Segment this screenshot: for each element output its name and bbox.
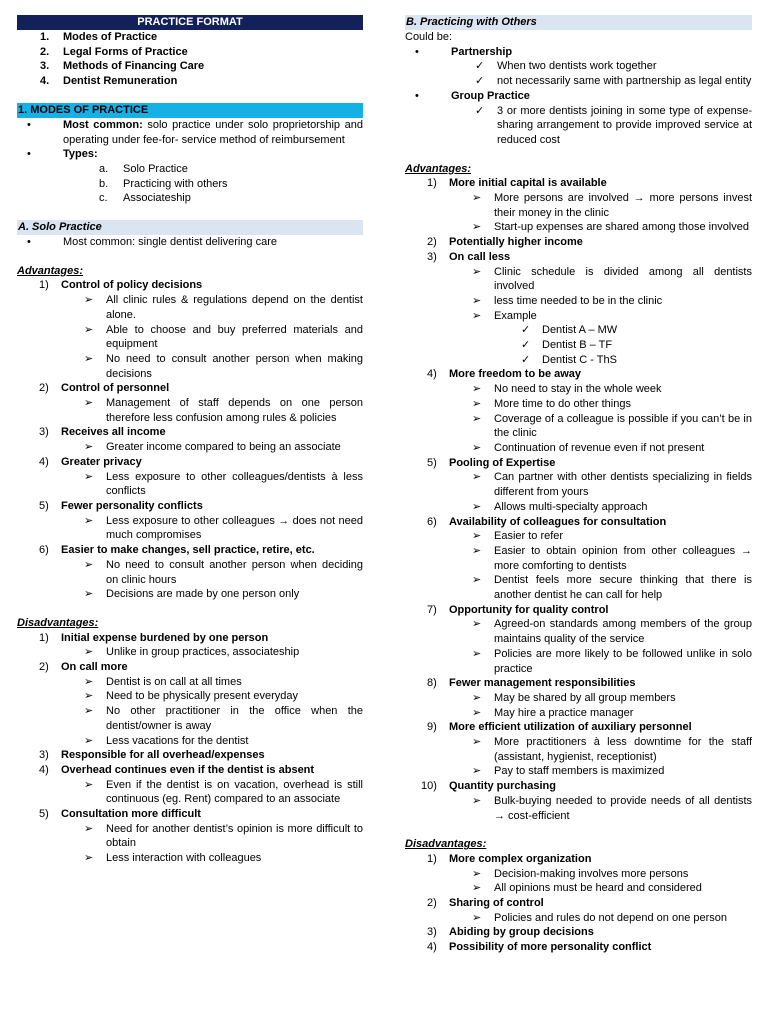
item-number: 2) [427,897,437,910]
sub-item [405,691,752,706]
arrow-bullet-icon: ➢ [472,647,482,660]
type-item [17,177,363,192]
sub-item [405,573,752,602]
arrow-bullet-icon: ➢ [84,558,94,571]
numbered-item [17,278,363,293]
arrow-bullet-icon: ➢ [84,822,94,835]
most-common-item [17,118,363,147]
bullet-icon: • [27,118,31,131]
numbered-item-text: On call more [61,661,128,674]
check-item [405,104,752,148]
partnership-item [405,45,752,60]
arrow-bullet-icon: ➢ [84,514,94,527]
arrow-bullet-icon: ➢ [472,736,482,749]
arrow-bullet-icon: ➢ [472,397,482,410]
checkmark-icon: ✓ [475,60,485,73]
bullet-icon: • [415,45,419,58]
types-list [17,162,363,206]
numbered-item [17,631,363,646]
sub-item-text: Able to choose and buy preferred materials and equipment [106,323,363,351]
sub-item [17,704,363,733]
numbered-item-text: Easier to make changes, sell practice, retire, etc. [61,544,315,557]
item-number: 3) [427,926,437,939]
numbered-item-text: Fewer personality conflicts [61,499,203,512]
example-check-item-text: Dentist B – TF [542,339,613,352]
numbered-item-text: Sharing of control [449,897,544,910]
numbered-item-text: Consultation more difficult [61,808,201,821]
toc-item-text: Methods of Financing Care [63,60,205,73]
sub-item-text: less time needed to be in the clinic [494,294,663,307]
toc-item [17,45,363,60]
sub-item-text: No need to consult another person when making decisions [106,352,363,380]
sub-item [17,396,363,425]
item-number: 4) [427,941,437,954]
sub-item [17,587,363,602]
sub-item [405,265,752,294]
sub-item [17,440,363,455]
arrow-bullet-icon: ➢ [472,500,482,513]
arrow-bullet-icon: ➢ [472,294,482,307]
arrow-bullet-icon: ➢ [472,265,482,278]
numbered-item [17,660,363,675]
numbered-item-text: Possibility of more personality conflict [449,941,652,954]
numbered-item-text: Control of personnel [61,382,170,395]
toc-number: 3. [40,60,50,73]
checkmark-icon: ✓ [521,353,531,366]
solo-advantages-list [17,278,363,601]
toc-item [17,59,363,74]
arrow-bullet-icon: ➢ [472,192,482,205]
most-common-label: Most common: [63,118,143,131]
partnership-checks [405,59,752,88]
toc-number: 2. [40,45,50,58]
sub-item-text: Pay to staff members is maximized [494,765,665,778]
item-number: 9) [427,721,437,734]
arrow-bullet-icon: ➢ [472,471,482,484]
solo-bullet-text: Most common: single dentist delivering care [63,236,277,249]
sub-item-text: All clinic rules & regulations depend on the dentist alone. [106,294,363,321]
arrow-bullet-icon: ➢ [84,646,94,659]
sub-item [405,764,752,779]
item-number: 2) [427,236,437,249]
most-common-text: solo practice under solo proprietorship and operating under fee-for- service method of reimbursement [63,118,363,146]
type-item-text: Solo Practice [123,162,188,175]
checkmark-icon: ✓ [521,339,531,352]
right-column [405,15,752,955]
sub-item [17,675,363,690]
sub-item-text: Can partner with other dentists specializing in fields different from yours [494,471,752,499]
toc-item-text: Modes of Practice [63,31,158,43]
checkmark-icon: ✓ [475,104,485,117]
sub-item [405,441,752,456]
group-practice-item [405,89,752,104]
sub-item [405,220,752,235]
item-number: 4) [39,763,49,776]
sub-item-text: No need to stay in the whole week [494,383,662,396]
sub-item [17,470,363,499]
numbered-item [405,940,752,955]
arrow-bullet-icon: ➢ [472,412,482,425]
could-be-text: Could be: [405,31,453,43]
numbered-item [405,367,752,382]
type-item-text: Associateship [123,192,191,205]
sub-item [405,706,752,721]
sub-item-text: Unlike in group practices, associateship [106,646,300,659]
sub-item-text: Easier to refer [494,530,564,543]
toc-number: 4. [40,75,50,88]
bullet-icon: • [415,89,419,102]
numbered-item [17,499,363,514]
arrow-bullet-icon: ➢ [472,544,482,557]
advantages-label: Advantages: [17,264,84,277]
sub-item [405,617,752,646]
sub-item-text: Policies are more likely to be followed unlike in solo practice [494,647,752,675]
sub-item [17,689,363,704]
arrow-bullet-icon: ➢ [472,691,482,704]
toc-item-text: Dentist Remuneration [63,75,178,88]
sub-item [405,309,752,324]
arrow-bullet-icon: ➢ [472,383,482,396]
sub-item [17,645,363,660]
numbered-item [17,807,363,822]
practicing-with-others-heading: B. Practicing with Others [405,15,752,30]
numbered-item [405,779,752,794]
arrow-bullet-icon: ➢ [84,352,94,365]
sub-item-text: Agreed-on standards among members of the group maintains quality of the service [494,618,752,646]
example-check-item-text: Dentist A – MW [542,324,618,337]
item-number: 10) [421,780,437,793]
arrow-bullet-icon: ➢ [472,221,482,234]
sub-item-text: May hire a practice manager [494,706,634,719]
sub-item-text: All opinions must be heard and considered [494,882,702,895]
numbered-item-text: Opportunity for quality control [449,603,609,616]
arrow-bullet-icon: ➢ [84,397,94,410]
sub-item [17,822,363,851]
check-item-text: 3 or more dentists joining in some type of expense-sharing arrangement to provide improved service at reduced cost [497,104,752,146]
arrow-bullet-icon: ➢ [472,911,482,924]
item-number: 1) [427,852,437,865]
type-letter: c. [99,192,108,205]
sub-item-text: Dentist feels more secure thinking that there is another dentist he can call for help [494,574,752,602]
numbered-item-text: On call less [449,250,511,263]
toc-item [17,30,363,45]
practice-format-title: PRACTICE FORMAT [17,15,363,30]
bullet-icon: • [27,236,31,249]
numbered-item-text: Control of policy decisions [61,279,203,292]
partnership-label: Partnership [451,45,513,58]
numbered-item-text: Receives all income [61,426,166,439]
sub-item [17,352,363,381]
arrow-bullet-icon: ➢ [84,294,94,307]
item-number: 1) [39,279,49,292]
type-item [17,162,363,177]
sub-item-text: Dentist is on call at all times [106,675,242,688]
numbered-item [405,176,752,191]
item-number: 5) [39,499,49,512]
numbered-item [405,720,752,735]
numbered-item-text: Quantity purchasing [449,780,556,793]
item-number: 7) [427,603,437,616]
arrow-bullet-icon: ➢ [472,706,482,719]
item-number: 1) [39,631,49,644]
numbered-item [405,250,752,265]
sub-item [405,544,752,573]
numbered-item-text: Fewer management responsibilities [449,677,636,690]
type-letter: b. [99,177,109,190]
arrow-bullet-icon: ➢ [84,852,94,865]
numbered-item-text: More efficient utilization of auxiliary personnel [449,721,692,734]
arrow-bullet-icon: ➢ [84,705,94,718]
toc-item [17,74,363,89]
toc-number: 1. [40,31,50,43]
example-check-item [405,353,752,368]
item-number: 4) [427,368,437,381]
check-item [405,59,752,74]
sub-item-text: Example [494,309,537,322]
arrow-bullet-icon: ➢ [84,323,94,336]
sub-item-text: More time to do other things [494,397,631,410]
arrow-bullet-icon: ➢ [84,690,94,703]
item-number: 3) [39,749,49,762]
arrow-bullet-icon: ➢ [472,530,482,543]
disadvantages-label: Disadvantages: [17,616,99,629]
sub-item-text: Easier to obtain opinion from other colleagues → more comforting to dentists [494,544,752,572]
sub-item [17,293,363,322]
item-number: 6) [427,515,437,528]
sub-item [405,529,752,544]
check-item [405,74,752,89]
sub-item [405,647,752,676]
numbered-item [405,235,752,250]
numbered-item [405,925,752,940]
sub-item-text: Decision-making involves more persons [494,867,689,880]
sub-item [405,867,752,882]
numbered-item-text: Overhead continues even if the dentist is absent [61,763,315,776]
modes-heading: 1. MODES OF PRACTICE [17,103,363,118]
arrow-bullet-icon: ➢ [472,441,482,454]
sub-item-text: Allows multi-specialty approach [494,500,648,513]
item-number: 3) [427,250,437,263]
sub-item-text: Need to be physically present everyday [106,690,298,703]
sub-item [405,191,752,220]
sub-item-text: More persons are involved → more persons invest their money in the clinic [494,192,752,219]
sub-item-text: Coverage of a colleague is possible if you can’t be in the clinic [494,412,752,440]
numbered-item [17,455,363,470]
sub-item-text: Less exposure to other colleagues/dentists à less conflicts [106,470,363,498]
arrow-bullet-icon: ➢ [84,588,94,601]
sub-item-text: Bulk-buying needed to provide needs of all dentists → cost-efficient [494,794,752,822]
item-number: 6) [39,544,49,557]
arrow-bullet-icon: ➢ [84,470,94,483]
sub-item [17,851,363,866]
arrow-bullet-icon: ➢ [84,441,94,454]
numbered-item [17,425,363,440]
sub-item [17,778,363,807]
solo-practice-heading: A. Solo Practice [17,220,363,235]
item-number: 2) [39,382,49,395]
group-practice-label: Group Practice [451,89,530,102]
sub-item-text: No other practitioner in the office when the dentist/owner is away [106,705,363,732]
toc-list [17,30,363,89]
type-item-text: Practicing with others [123,177,228,190]
sub-item [17,323,363,352]
type-letter: a. [99,162,109,175]
numbered-item-text: Greater privacy [61,455,142,468]
sub-item-text: No need to consult another person when deciding on clinic hours [106,558,363,586]
sub-item [405,412,752,441]
checkmark-icon: ✓ [475,75,485,88]
sub-item-text: Even if the dentist is on vacation, overhead is still continuous (eg. Rent) compared to an associate [106,778,363,806]
sub-item [405,382,752,397]
sub-item [405,735,752,764]
arrow-bullet-icon: ➢ [472,882,482,895]
sub-item-text: May be shared by all group members [494,691,676,704]
group-checks [405,104,752,148]
sub-item-text: More practitioners à less downtime for the staff (assistant, hygienist, receptionist) [494,736,752,763]
numbered-item-text: Responsible for all overhead/expenses [61,749,265,762]
disadvantages-label: Disadvantages: [405,838,487,851]
group-advantages-list [405,176,752,823]
sub-item [405,470,752,499]
sub-item [405,500,752,515]
checkmark-icon: ✓ [521,324,531,337]
sub-item-text: Less vacations for the dentist [106,734,249,747]
solo-bullet [17,235,363,250]
numbered-item-text: Potentially higher income [449,236,583,249]
numbered-item-text: Pooling of Expertise [449,456,556,469]
item-number: 2) [39,661,49,674]
arrow-bullet-icon: ➢ [84,675,94,688]
numbered-item [405,896,752,911]
sub-item [405,911,752,926]
sub-item-text: Less exposure to other colleagues → does not need much compromises [106,514,363,542]
left-column [17,15,363,866]
check-item-text: When two dentists work together [497,60,657,73]
arrow-bullet-icon: ➢ [472,765,482,778]
advantages-label: Advantages: [405,162,472,175]
sub-item-text: Policies and rules do not depend on one person [494,911,728,924]
sub-item-text: Start-up expenses are shared among those involved [494,221,749,234]
types-item [17,147,363,162]
item-number: 4) [39,455,49,468]
numbered-item-text: Abiding by group decisions [449,926,594,939]
item-number: 8) [427,677,437,690]
arrow-bullet-icon: ➢ [472,867,482,880]
numbered-item [405,515,752,530]
example-check-item [405,338,752,353]
numbered-item-text: More complex organization [449,852,592,865]
arrow-bullet-icon: ➢ [472,574,482,587]
check-item-text: not necessarily same with partnership as legal entity [497,75,752,88]
numbered-item [405,852,752,867]
item-number: 5) [427,456,437,469]
types-label: Types: [63,148,98,161]
arrow-bullet-icon: ➢ [472,309,482,322]
group-disadvantages-list [405,852,752,955]
sub-item [405,397,752,412]
sub-item-text: Need for another dentist’s opinion is more difficult to obtain [106,822,363,850]
sub-item-text: Decisions are made by one person only [106,588,300,601]
numbered-item [405,676,752,691]
item-number: 1) [427,177,437,190]
bullet-icon: • [27,148,31,161]
numbered-item [17,381,363,396]
sub-item-text: Continuation of revenue even if not present [494,441,705,454]
toc-item-text: Legal Forms of Practice [63,45,188,58]
item-number: 3) [39,426,49,439]
example-check-item-text: Dentist C - ThS [542,353,617,366]
sub-item-text: Greater income compared to being an associate [106,441,341,454]
numbered-item-text: More freedom to be away [449,368,582,381]
sub-item [405,294,752,309]
arrow-bullet-icon: ➢ [84,734,94,747]
sub-item-text: Less interaction with colleagues [106,852,262,865]
arrow-bullet-icon: ➢ [472,618,482,631]
sub-item [405,881,752,896]
item-number: 5) [39,808,49,821]
numbered-item [405,456,752,471]
arrow-bullet-icon: ➢ [84,778,94,791]
sub-item [17,558,363,587]
numbered-item [17,763,363,778]
type-item [17,191,363,206]
sub-item-text: Clinic schedule is divided among all dentists involved [494,265,752,293]
sub-item [17,514,363,543]
example-check-item [405,323,752,338]
sub-item [405,794,752,823]
sub-item-text: Management of staff depends on one person therefore less confusion among rules & policies [106,397,363,424]
arrow-bullet-icon: ➢ [472,794,482,807]
numbered-item [17,543,363,558]
numbered-item [405,603,752,618]
numbered-item-text: Availability of colleagues for consultation [449,515,667,528]
solo-disadvantages-list [17,631,363,866]
numbered-item-text: More initial capital is available [449,177,607,190]
numbered-item [17,748,363,763]
numbered-item-text: Initial expense burdened by one person [61,631,269,644]
sub-item [17,734,363,749]
